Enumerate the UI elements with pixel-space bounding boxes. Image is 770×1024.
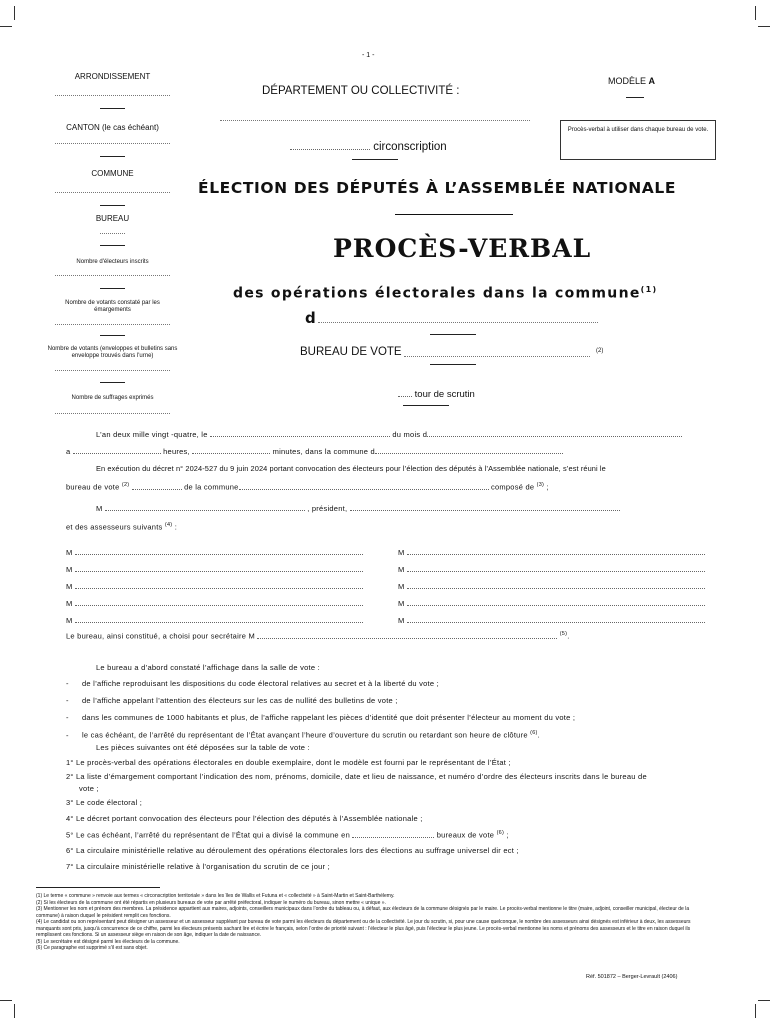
text: et des assesseurs suivants — [66, 522, 163, 532]
modele-letter: A — [648, 76, 656, 86]
separator — [100, 382, 125, 383]
separator — [100, 205, 125, 206]
commune-field-3[interactable] — [239, 489, 489, 490]
separator — [100, 108, 125, 109]
text: M — [398, 582, 405, 591]
piece-item: 4° Le décret portant convocation des électeurs pour l’élection des députés à l’Assemblée nationale ; — [66, 814, 423, 823]
election-title: ÉLECTION DES DÉPUTÉS À L’ASSEMBLÉE NATIONALE — [198, 179, 677, 197]
text: composé de — [490, 482, 535, 492]
page-number: - 1 - — [362, 52, 375, 59]
commune-name-field[interactable] — [318, 322, 598, 323]
canton-label: CANTON (le cas échéant) — [66, 123, 159, 132]
assesseur-row — [66, 582, 706, 599]
bureau-composition-line: bureau de vote $^{(2)}$ de la commune composé de $^{(3)}$ ; — [66, 482, 549, 492]
pieces-list — [66, 758, 647, 876]
text: bureaux de vote — [436, 830, 495, 840]
affichage-item: - le cas échéant, de l’arrêté du représentant de l’État avançant l’heure d’ouverture du scrutin ou retardant son heure de clôture $^{(6)}$. — [66, 730, 540, 740]
commune-field-2[interactable] — [375, 453, 563, 454]
footnote-ref: (4) — [164, 522, 173, 528]
tour-label: tour de scrutin — [414, 389, 475, 400]
bureau-field[interactable] — [100, 233, 125, 234]
votants-enveloppes-label: Nombre de votants (enveloppes et bulletins sans enveloppe trouvés dans l'urne) — [47, 346, 178, 359]
separator — [100, 245, 125, 246]
text: a — [66, 447, 71, 456]
separator — [100, 335, 125, 336]
text: L’an deux mille vingt -quatre, le — [96, 430, 208, 439]
footnote: (6) Ce paragraphe est supprimé s’il est sans objet. — [36, 945, 148, 951]
text: de l’affiche appelant l’attention des électeurs sur les cas de nullité des bulletins de vote ; — [82, 696, 398, 705]
pieces-intro: Les pièces suivantes ont été déposées sur la table de vote : — [96, 743, 310, 752]
assesseur-field[interactable] — [407, 605, 705, 606]
minutes-field[interactable] — [192, 453, 270, 454]
circonscription-line — [290, 141, 447, 153]
text: M — [66, 616, 73, 625]
exprimes-field[interactable] — [55, 413, 170, 414]
footnote: (3) Mentionner les nom et prénom des membres. La présidence appartient aux maires, adjoints, conseillers municipaux dans l’ordre du tableau ou, à défaut, aux électeurs de la commune désignés par le maire. Le procès-verbal mentionne le titre (maire, adjoint, conseiller municipal, électeur de la commune) à raison duquel le président remplit ces fonctions. — [36, 906, 690, 919]
piece-item: 1° Le procès-verbal des opérations électorales en double exemplaire, dont le modèle est fourni par le représentant de l’État ; — [66, 758, 511, 767]
assesseur-right — [398, 616, 705, 625]
assesseur-row — [66, 548, 706, 565]
assesseur-field[interactable] — [75, 605, 363, 606]
text: minutes, dans la commune d — [272, 447, 375, 456]
separator — [430, 364, 476, 365]
canton-field[interactable] — [55, 143, 170, 144]
footnote: (1) Le terme « commune » renvoie aux termes « circonscription territoriale » dans les îles de Wallis et Futuna et « collectivité » à Saint-Martin et Saint-Barthélemy. — [36, 893, 395, 899]
piece-item: 7° La circulaire ministérielle relative à l’organisation du scrutin de ce jour ; — [66, 862, 330, 871]
text: M — [96, 504, 103, 513]
text: 5° Le cas échéant, l’arrêté du représentant de l’État qui a divisé la commune en — [66, 830, 350, 840]
footnote-ref: (2) — [596, 348, 604, 354]
exprimes-label: Nombre de suffrages exprimés — [71, 395, 154, 401]
crop-mark — [14, 6, 15, 20]
secretaire-line: Le bureau, ainsi constitué, a choisi pour secrétaire M $^{(5)}$. — [66, 631, 570, 641]
affichage-item: - de l’affiche appelant l’attention des électeurs sur les cas de nullité des bulletins de vote ; — [66, 696, 398, 705]
time-line — [66, 447, 563, 456]
footnotes — [36, 893, 714, 952]
crop-mark — [14, 1004, 15, 1018]
separator — [395, 214, 513, 215]
separator — [100, 288, 125, 289]
assesseur-field[interactable] — [75, 571, 363, 572]
assesseur-right — [398, 599, 705, 608]
piece-item: 6° La circulaire ministérielle relative au déroulement des opérations électorales lors des élections au suffrage universel dir ect ; — [66, 846, 519, 855]
president-line — [96, 504, 620, 513]
text: M — [398, 548, 405, 557]
commune-field[interactable] — [55, 192, 170, 193]
text: du mois d — [392, 430, 428, 439]
crop-mark — [758, 26, 770, 27]
text: de l’affiche reproduisant les dispositions du code électoral relatives au secret et à la liberté du vote ; — [82, 679, 439, 688]
votants-emargements-label: Nombre de votants constaté par les émargements — [65, 300, 160, 313]
bureau-label: BUREAU — [95, 214, 130, 223]
assesseur-field[interactable] — [407, 588, 705, 589]
separator — [352, 159, 398, 160]
piece-item-cont: vote ; — [79, 784, 99, 793]
crop-mark — [0, 26, 12, 27]
crop-mark — [755, 6, 756, 20]
day-field[interactable] — [210, 436, 390, 437]
footnote-separator — [36, 887, 160, 888]
text: Le bureau, ainsi constitué, a choisi pour secrétaire M — [66, 631, 256, 641]
assesseur-right — [398, 548, 705, 557]
text: M — [398, 599, 405, 608]
footnote: (4) Le candidat ou son représentant peut désigner un assesseur et un assesseur suppléant par bureau de vote parmi les électeurs du département ou de la collectivité. Le jour du scrutin, si, pour une cause quelconque, le nombre des assesseurs ainsi désignés est inférieur à deux, les assesseurs manquants sont pris, jusqu’à concurrence de ce chiffre, parmi les électeurs présents sachant lire et écrire le français, selon l’ordre de priorité suivant : l’électeur le plus âgé, puis l’électeur le plus jeune. Le procès-verbal mentionne les noms et prénoms des assesseurs et le titre en raison duquel ils remplissent ces fonctions. Si un assesseur siège en raison de son âge, indiquer la date de naissance. — [36, 919, 691, 938]
footnote-ref: (6) — [530, 730, 538, 736]
footnote: (5) Le secrétaire est désigné parmi les électeurs de la commune. — [36, 938, 180, 945]
decret-line: En exécution du décret n° 2024-527 du 9 juin 2024 portant convocation des électeurs pour l’élection des députés à l’Assemblée nationale, s’est réuni le — [96, 464, 606, 473]
usage-note-box — [560, 120, 716, 160]
date-line — [96, 430, 682, 439]
usage-note: Procès-verbal à utiliser dans chaque bureau de vote. — [567, 127, 709, 133]
footnote-ref: (6) — [496, 830, 505, 836]
tour-line — [398, 389, 475, 400]
reference: Réf. 501872 – Berger-Levrault (2406) — [586, 974, 678, 980]
separator — [430, 334, 476, 335]
text: M — [66, 599, 73, 608]
crop-mark — [758, 1000, 770, 1001]
left-column — [25, 72, 200, 414]
crop-mark — [755, 1004, 756, 1018]
assesseur-right — [398, 565, 705, 574]
affichage-intro: Le bureau a d’abord constaté l’affichage dans la salle de vote : — [96, 663, 320, 672]
modele-prefix: MODÈLE — [608, 76, 647, 86]
bureau-vote-line — [300, 346, 402, 358]
footnote-ref: (1) — [640, 285, 658, 294]
separator — [403, 405, 449, 406]
assesseur-field[interactable] — [407, 622, 705, 623]
tour-number-field[interactable] — [398, 396, 412, 397]
arrondissement-field[interactable] — [55, 95, 170, 96]
footnote: (2) Si les électeurs de la commune ont été répartis en plusieurs bureaux de vote par arrêté préfectoral, indiquer le numéro du bureau, sinon mettre « unique ». — [36, 899, 386, 906]
inscrits-field[interactable] — [55, 275, 170, 276]
assesseurs-grid — [66, 548, 706, 633]
proces-verbal-title: PROCÈS-VERBAL — [333, 234, 592, 263]
circonscription-label: circonscription — [373, 141, 447, 153]
assesseur-field[interactable] — [75, 622, 363, 623]
votants-emargements-field[interactable] — [55, 324, 170, 325]
footnote-ref: (3) — [536, 482, 545, 488]
inscrits-label: Nombre d'électeurs inscrits — [76, 259, 149, 265]
separator — [100, 156, 125, 157]
secretaire-field[interactable] — [257, 638, 557, 639]
modele-label — [608, 76, 655, 86]
text: bureau de vote — [66, 482, 120, 492]
operations-text: des opérations électorales dans la commune — [233, 285, 641, 302]
assesseur-row — [66, 599, 706, 616]
separator — [626, 97, 644, 98]
circonscription-field[interactable] — [290, 149, 370, 150]
assesseur-field[interactable] — [75, 588, 363, 589]
footnote-ref: (5) — [559, 631, 568, 637]
text: M — [398, 565, 405, 574]
bureau-number-field[interactable] — [132, 489, 182, 490]
text: de la commune — [184, 482, 239, 492]
piece-item: 2° La liste d’émargement comportant l’indication des nom, prénoms, domicile, date et lieu de naissance, et numéro d’ordre des électeurs inscrits dans le bureau de — [66, 772, 647, 781]
votants-enveloppes-field[interactable] — [55, 370, 170, 371]
affichage-item: - dans les communes de 1000 habitants et plus, de l’affiche rappelant les pièces d’identité que doit présenter l’électeur au moment du vote ; — [66, 713, 576, 722]
assesseurs-line: et des assesseurs suivants $^{(4)}$ : — [66, 522, 178, 532]
affichage-item: - de l’affiche reproduisant les dispositions du code électoral relatives au secret et à la liberté du vote ; — [66, 679, 439, 688]
departement-field[interactable] — [220, 120, 530, 121]
text: heures, — [163, 447, 190, 456]
bureau-vote-label: BUREAU DE VOTE — [300, 346, 402, 358]
commune-label: COMMUNE — [91, 169, 134, 178]
piece-item: 5° Le cas échéant, l’arrêté du représentant de l’État qui a divisé la commune en bureaux de vote $^{(6)}$ ; — [66, 830, 509, 840]
text: M — [66, 582, 73, 591]
text: M — [66, 548, 73, 557]
crop-mark — [0, 1000, 12, 1001]
affichage-list — [66, 679, 575, 747]
assesseur-field[interactable] — [75, 554, 363, 555]
text: , président, — [307, 504, 348, 513]
hours-field[interactable] — [73, 453, 161, 454]
departement-label: DÉPARTEMENT OU COLLECTIVITÉ : — [262, 85, 460, 97]
president-name-field[interactable] — [105, 510, 305, 511]
text: M — [66, 565, 73, 574]
text: dans les communes de 1000 habitants et plus, de l’affiche rappelant les pièces d’identité que doit présenter l’électeur au moment du vote ; — [82, 713, 576, 722]
bureau-vote-field[interactable] — [404, 356, 590, 357]
assesseur-row — [66, 565, 706, 582]
bureaux-count-field[interactable] — [352, 837, 434, 838]
commune-d: d — [305, 309, 316, 327]
footnote-ref: (2) — [121, 482, 130, 488]
arrondissement-label: ARRONDISSEMENT — [74, 72, 151, 81]
piece-item: 3° Le code électoral ; — [66, 798, 143, 807]
assesseur-field[interactable] — [407, 554, 705, 555]
assesseur-field[interactable] — [407, 571, 705, 572]
month-field[interactable] — [427, 436, 682, 437]
assesseur-right — [398, 582, 705, 591]
text: le cas échéant, de l’arrêté du représentant de l’État avançant l’heure d’ouverture du scrutin ou retardant son heure de clôture — [82, 730, 528, 740]
text: M — [398, 616, 405, 625]
president-title-field[interactable] — [350, 510, 620, 511]
operations-title — [233, 285, 657, 302]
